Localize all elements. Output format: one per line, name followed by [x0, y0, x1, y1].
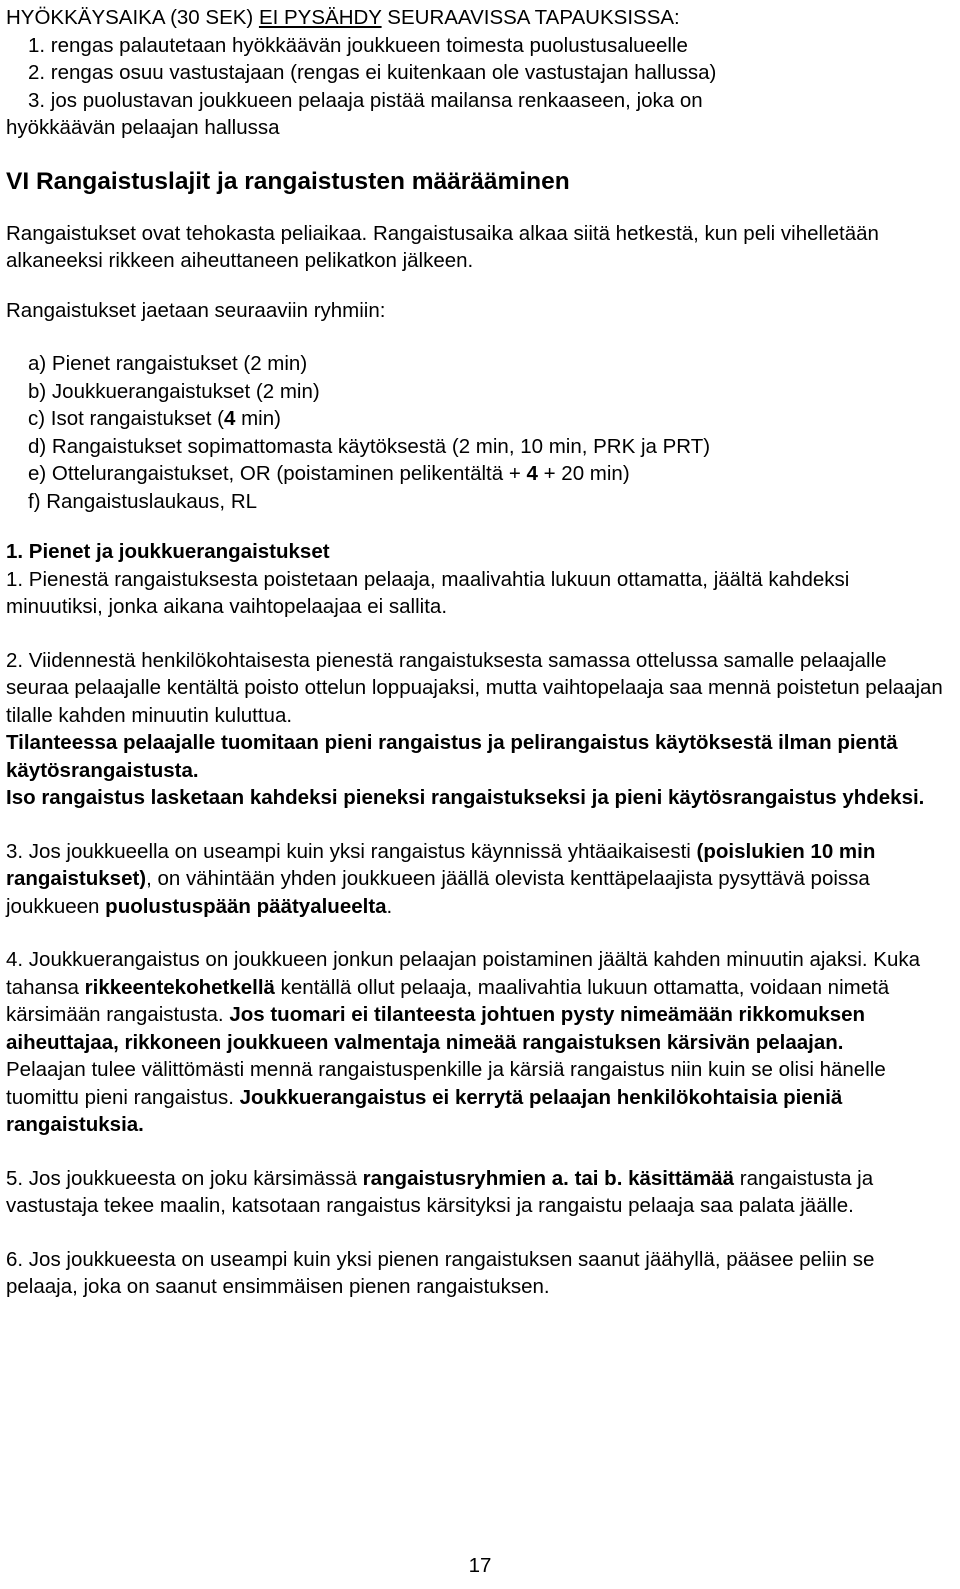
list-item: b) Joukkuerangaistukset (2 min): [28, 379, 320, 403]
paragraph-4-bold: rikkeentekohetkellä: [84, 975, 275, 999]
attack-time-underlined: EI PYSÄHDY: [258, 6, 382, 29]
paragraph-4-part: [6, 946, 951, 1056]
page-number: 17: [468, 1554, 492, 1577]
paragraph-5-text: 5. Jos joukkueesta on joku kärsimässä: [6, 1166, 363, 1190]
paragraph-5-text: rangaistusta ja vastustaja tekee maalin, katsotaan rangaistus kärsityksi ja rangaistu pelaaja saa palata jäälle.: [6, 1166, 874, 1217]
attack-time-item: 2. rengas osuu vastustajaan (rengas ei kuitenkaan ole vastustajan hallussa): [28, 61, 717, 84]
penalty-groups-list: [6, 350, 951, 515]
section-heading: VI Rangaistuslajit ja rangaistusten määrääminen: [6, 167, 570, 195]
paragraph-2-bold-text: Tilanteessa pelaajalle tuomitaan pieni rangaistus ja pelirangaistus käytöksestä ilman pientä käytösrangaistusta.: [6, 731, 898, 782]
list-item-bold: 4: [223, 407, 236, 430]
subheading-text: 1. Pienet ja joukkuerangaistukset: [6, 540, 330, 563]
list-item: f) Rangaistuslaukaus, RL: [28, 489, 258, 513]
attack-time-text-end: SEURAAVISSA TAPAUKSISSA:: [381, 6, 680, 29]
paragraph-6: 6. Jos joukkueesta on useampi kuin yksi pienen rangaistuksen saanut jäähyllä, pääsee peliin se pelaaja, joka on saanut ensimmäisen pienen rangaistuksen.: [6, 1247, 875, 1298]
list-item: [28, 405, 951, 433]
list-item: d) Rangaistukset sopimattomasta käytöksestä (2 min, 10 min, PRK ja PRT): [28, 434, 711, 458]
paragraph-3-text: , on vähintään yhden joukkueen jäällä olevista kenttäpelaajista pysyttävä poissa joukkueen: [6, 867, 870, 918]
paragraph-3-bold: (poislukien 10 min rangaistukset): [6, 839, 876, 890]
attack-time-item: 3. jos puolustavan joukkueen pelaaja pistää mailansa renkaaseen, joka on hyökkäävän pelaajan hallussa: [6, 88, 703, 139]
paragraph-3-bold: puolustuspään päätyalueelta: [105, 894, 387, 918]
paragraph-2: [6, 647, 951, 812]
paragraph-4-bold: Jos tuomari ei tilanteesta johtuen pysty nimeämään rikkomuksen aiheuttajaa, rikkoneen joukkueen valmentaja nimeää rangaistuksen kärsivän pelaajan.: [6, 1003, 866, 1054]
list-item-text: c) Isot rangaistukset (: [28, 407, 224, 430]
paragraph-3: [6, 838, 951, 921]
paragraph-4-text: 4. Joukkuerangaistus on joukkueen jonkun pelaajan poistaminen jäältä kahden minuutin ajaksi. Kuka tahansa: [6, 948, 920, 999]
paragraph-2-bold: [6, 784, 951, 812]
paragraph-4-text: Pelaajan tulee välittömästi mennä rangaistuspenkille ja kärsiä rangaistus niin kuin se olisi hänelle tuomittu pieni rangaistus.: [6, 1058, 886, 1109]
list-item: a) Pienet rangaistukset (2 min): [28, 352, 308, 375]
paragraph-4-part: [6, 1056, 951, 1139]
paragraph-5: [6, 1165, 951, 1220]
paragraph-4-text: kentällä ollut pelaaja, maalivahtia lukuun ottamatta, voidaan nimetä kärsimään rangaistusta.: [6, 975, 890, 1026]
paragraph-2-text: 2. Viidennestä henkilökohtaisesta pienestä rangaistuksesta samassa ottelussa samalle pelaajalle seuraa pelaajalle kentältä poisto ottelun loppuajaksi, mutta vaihtopelaaja saa mennä poistetun pelaajan tilalle kahden minuutin kuluttua.: [6, 648, 943, 727]
paragraph-3-text: 3. Jos joukkueella on useampi kuin yksi rangaistus käynnissä yhtäaikaisesti: [6, 839, 697, 863]
list-item: [28, 460, 951, 488]
list-item-text: + 20 min): [537, 462, 630, 485]
paragraph-4: [6, 946, 951, 1139]
paragraph-5-bold: rangaistusryhmien a. tai b. käsittämää: [362, 1166, 735, 1190]
attack-time-heading: [6, 4, 951, 32]
attack-time-text: HYÖKKÄYSAIKA (30 SEK): [6, 6, 259, 29]
document-page: [6, 4, 951, 1301]
paragraph-3-text: .: [386, 894, 393, 918]
paragraph-1: 1. Pienestä rangaistuksesta poistetaan pelaaja, maalivahtia lukuun ottamatta, jäältä kahdeksi minuutiksi, jonka aikana vaihtopelaajaa ei sallita.: [6, 567, 850, 618]
groups-intro: Rangaistukset jaetaan seuraaviin ryhmiin:: [6, 298, 386, 322]
list-item-bold: 4: [526, 462, 538, 485]
intro-paragraph: Rangaistukset ovat tehokasta peliaikaa. Rangaistusaika alkaa siitä hetkestä, kun peli vihelletään alkaneeksi rikkeen aiheuttaneen pelikatkon jälkeen.: [6, 221, 879, 272]
list-item-text: e) Ottelurangaistukset, OR (poistaminen pelikentältä +: [28, 462, 527, 485]
list-item-text: min): [235, 407, 281, 430]
subheading: [6, 538, 951, 566]
paragraph-4-bold: Joukkuerangaistus ei kerrytä pelaajan henkilökohtaisia pieniä rangaistuksia.: [6, 1085, 843, 1136]
paragraph-2-bold: [6, 729, 951, 784]
attack-time-item: 1. rengas palautetaan hyökkäävän joukkueen toimesta puolustusalueelle: [28, 33, 688, 57]
paragraph-2-bold-text: Iso rangaistus lasketaan kahdeksi pieneksi rangaistukseksi ja pieni käytösrangaistus yhdeksi.: [6, 786, 925, 809]
